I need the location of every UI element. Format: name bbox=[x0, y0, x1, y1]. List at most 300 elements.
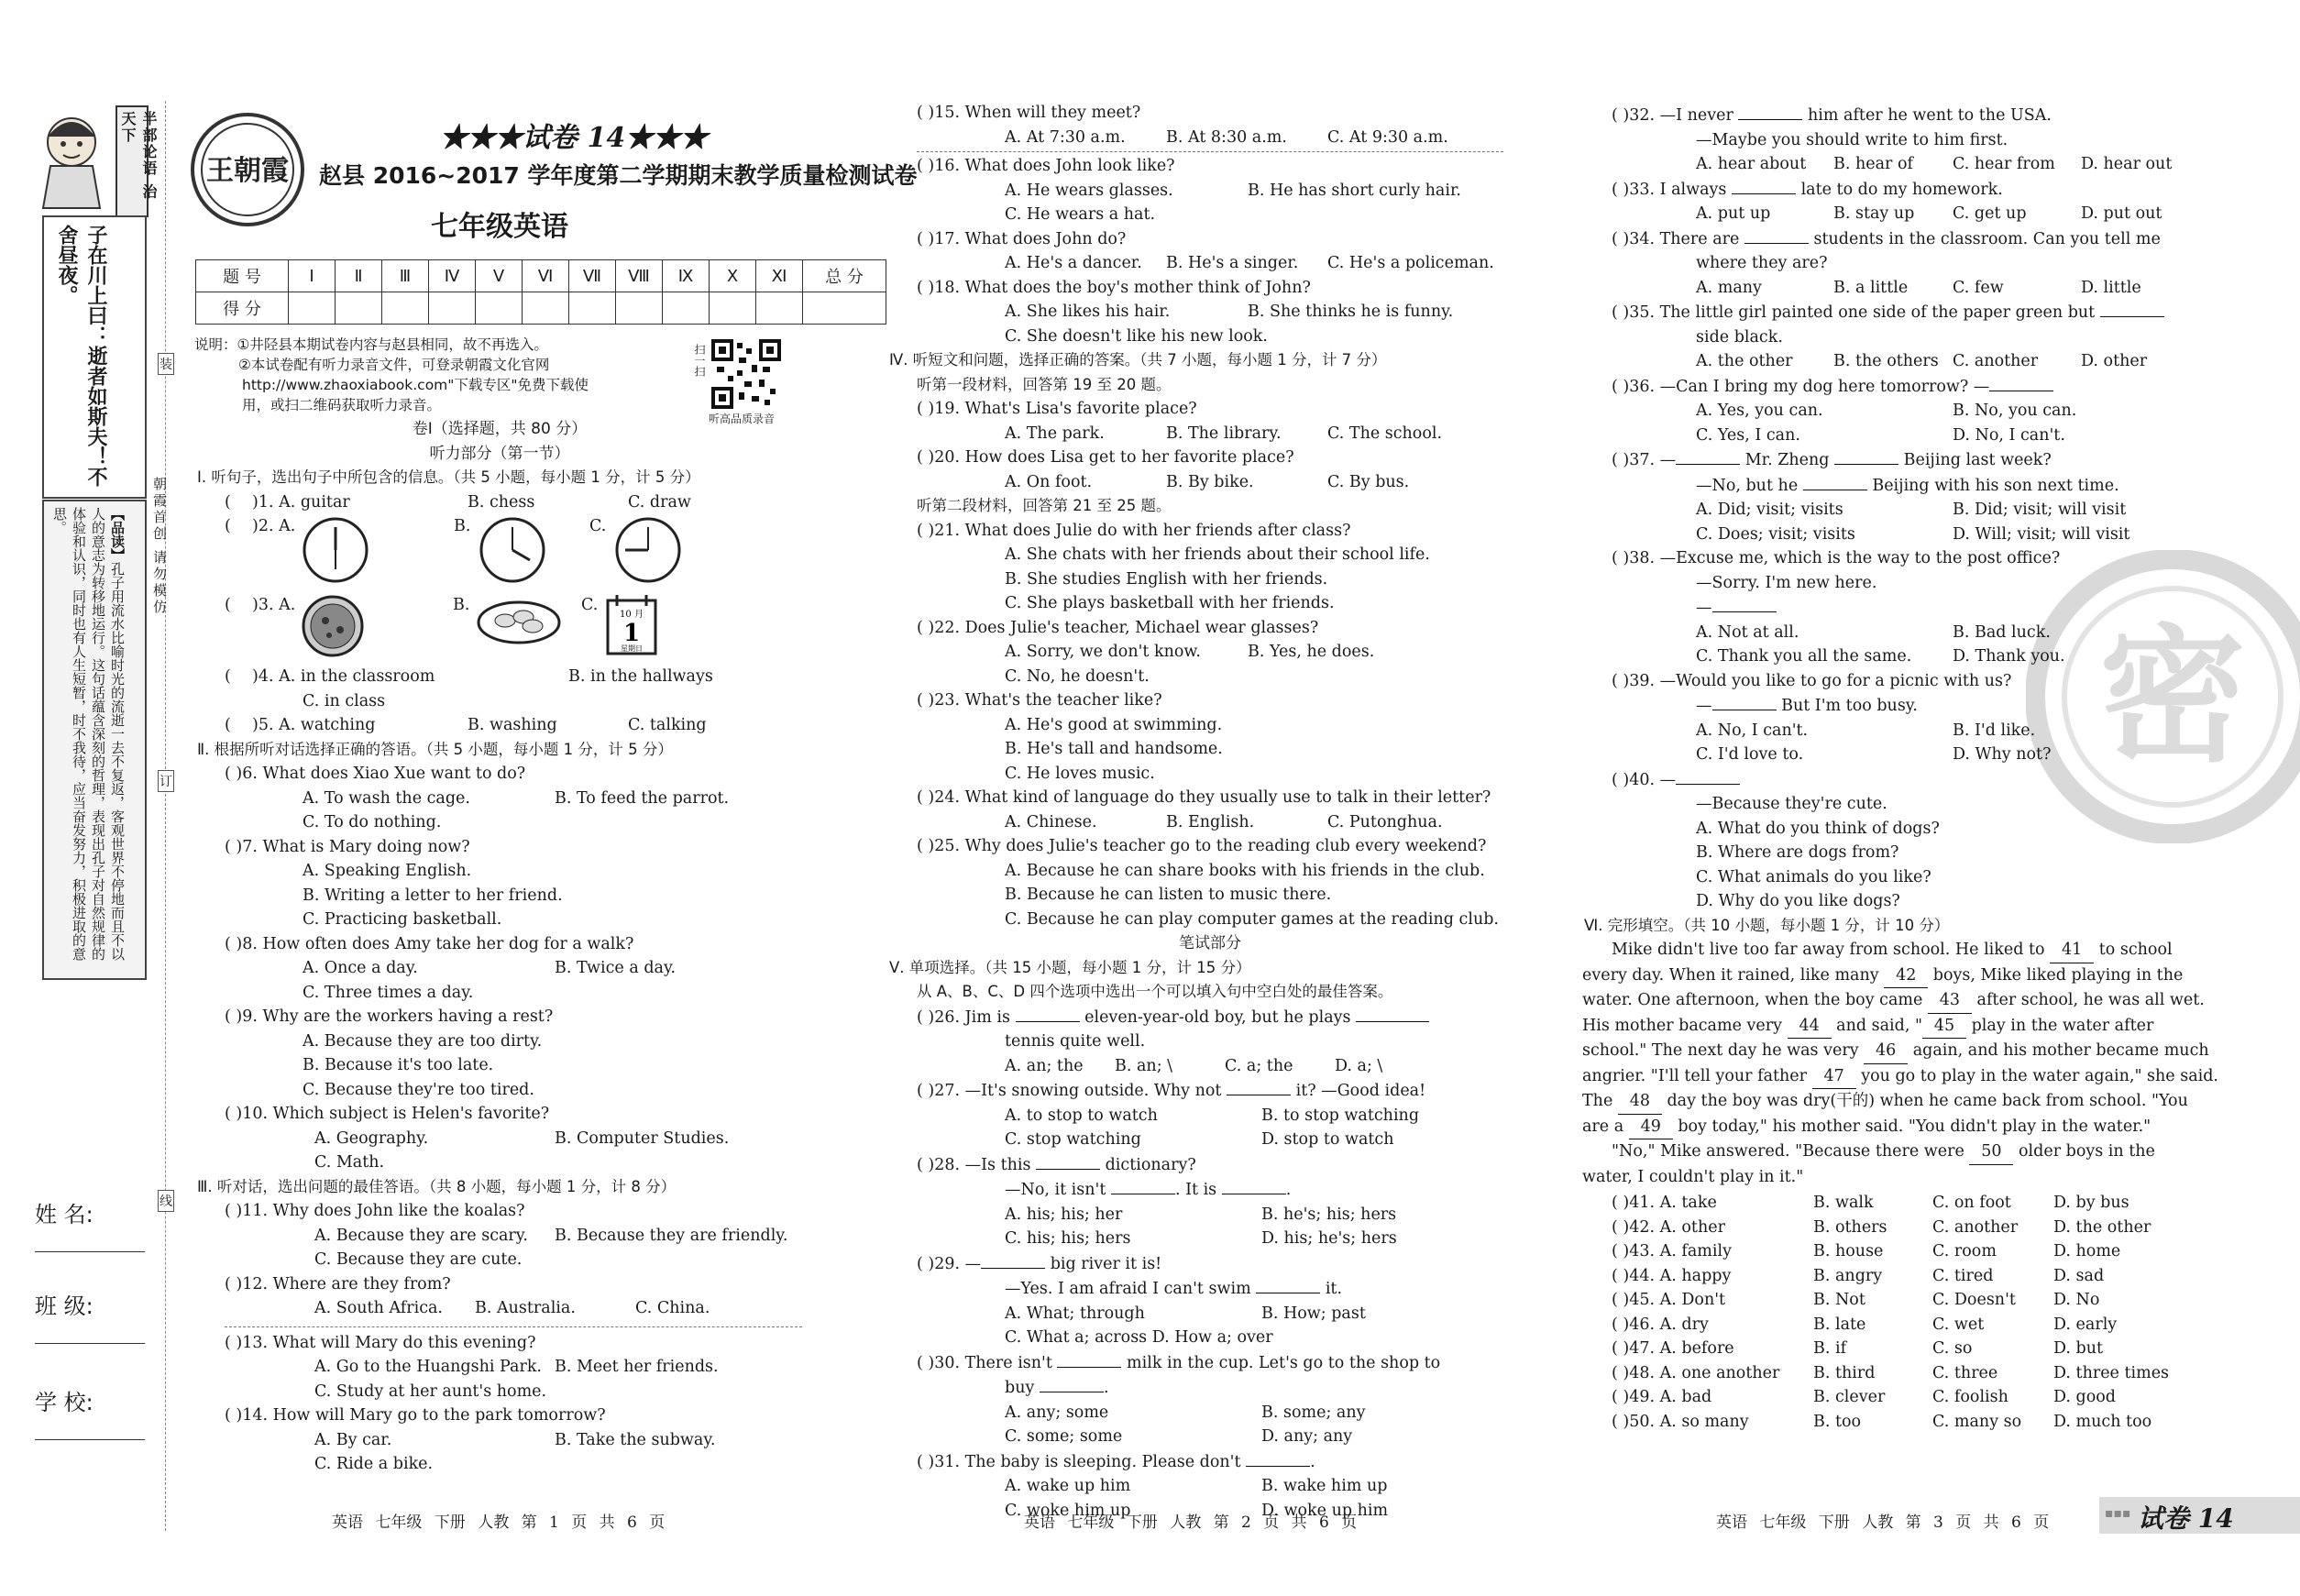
q-option: C. foolish bbox=[1932, 1388, 2008, 1406]
q-options-row bbox=[1612, 719, 2194, 743]
q-stem: . It is bbox=[1174, 1181, 1217, 1199]
passage-text: boys, Mike liked playing in the bbox=[1932, 965, 2184, 985]
q-option: A. an; the bbox=[1005, 1056, 1084, 1075]
q-option: C. his; his; hers bbox=[1005, 1229, 1131, 1248]
section-heading: Ⅲ. 听对话，选出问题的最佳答语。（共 8 小题，每小题 1 分，计 8 分） bbox=[197, 1177, 677, 1195]
q-option: C. wet bbox=[1932, 1315, 1985, 1334]
answer-blank[interactable] bbox=[1246, 1449, 1310, 1467]
question-33[interactable] bbox=[1612, 177, 2194, 203]
q-option: B. English. bbox=[1166, 812, 1255, 831]
q-stem: side black. bbox=[1696, 327, 1783, 347]
q-option: B. At 8:30 a.m. bbox=[1166, 127, 1287, 147]
q-option: ( )42. A. other bbox=[1612, 1217, 1725, 1237]
q-option: D. his; he's; hers bbox=[1261, 1229, 1397, 1248]
q-option: B. walk bbox=[1813, 1194, 1874, 1212]
class-field[interactable] bbox=[35, 1288, 145, 1344]
cloze-blank[interactable]: 47 bbox=[1812, 1064, 1856, 1090]
question-28[interactable] bbox=[917, 1152, 1503, 1178]
passage-text: again, and his mother became much bbox=[1912, 1041, 2209, 1060]
score-input[interactable] bbox=[663, 292, 710, 325]
question-16[interactable]: ( )16. What does John look like? bbox=[917, 157, 1175, 175]
qr-side-label: 扫一扫 bbox=[693, 344, 706, 377]
question-32[interactable] bbox=[1612, 103, 2194, 128]
answer-blank[interactable] bbox=[1111, 1177, 1175, 1194]
q-option: D. Why not? bbox=[1953, 745, 2052, 764]
cloze-blank[interactable]: 44 bbox=[1788, 1014, 1832, 1040]
passage-text: day the boy was dry(干的) when he came back from school. "You bbox=[1667, 1092, 2188, 1110]
passage-text: are a bbox=[1582, 1117, 1624, 1136]
passage-text: "No," Mike answered. "Because there were bbox=[1612, 1142, 1964, 1161]
question-20[interactable]: ( )20. How does Lisa get to her favorite place? bbox=[917, 448, 1294, 467]
q-options-row bbox=[917, 640, 1503, 665]
part-subheading: 听力部分（第一节） bbox=[429, 444, 570, 463]
q-option: A. Because he can share books with his friends in the club. bbox=[1005, 861, 1485, 880]
q-option: A. put up bbox=[1696, 204, 1771, 223]
question-1[interactable] bbox=[197, 490, 802, 515]
question-3[interactable] bbox=[197, 593, 802, 665]
question-23[interactable]: ( )23. What's the teacher like? bbox=[917, 691, 1162, 710]
cloze-blank[interactable]: 45 bbox=[1922, 1014, 1966, 1040]
q-option: )4. A. in the classroom bbox=[252, 667, 435, 686]
q-option: A. By car. bbox=[314, 1430, 392, 1449]
cloze-question[interactable] bbox=[1612, 1385, 2194, 1410]
answer-blank[interactable] bbox=[1989, 374, 2053, 391]
cloze-question[interactable] bbox=[1612, 1239, 2194, 1264]
passage-text: water, I couldn't play in it." bbox=[1582, 1167, 1804, 1186]
answer-blank[interactable] bbox=[1016, 1005, 1080, 1022]
passage-text: older boys in the bbox=[2019, 1142, 2155, 1161]
question-31[interactable] bbox=[917, 1449, 1503, 1475]
q-option: B. Bad luck. bbox=[1953, 622, 2051, 642]
cloze-passage-line bbox=[1612, 938, 2194, 963]
question-35[interactable] bbox=[1612, 300, 2194, 325]
q-option: B. house bbox=[1813, 1242, 1884, 1260]
q-option: B. clever bbox=[1813, 1388, 1886, 1406]
q-option: C. To do nothing. bbox=[303, 813, 442, 831]
score-input[interactable] bbox=[616, 292, 663, 325]
question-5[interactable] bbox=[197, 713, 802, 738]
q-stem-line bbox=[917, 1177, 1503, 1203]
q-options-row bbox=[917, 251, 1503, 276]
question-8[interactable]: ( )8. How often does Amy take her dog for a walk? bbox=[225, 934, 634, 953]
q-option: A. He wears glasses. bbox=[1005, 181, 1173, 200]
q-options-row bbox=[197, 1355, 802, 1380]
q-option: C. bbox=[589, 517, 607, 535]
score-cell: Ⅵ bbox=[523, 260, 569, 292]
answer-blank[interactable] bbox=[2100, 300, 2164, 317]
score-input[interactable] bbox=[336, 292, 382, 325]
cloze-question[interactable] bbox=[1612, 1410, 2194, 1435]
q-option: A. She chats with her friends about their school life. bbox=[1005, 545, 1430, 564]
passage-text: play in the water after bbox=[1971, 1016, 2154, 1035]
answer-blank[interactable] bbox=[1222, 1177, 1286, 1194]
answer-blank[interactable] bbox=[1057, 1350, 1121, 1368]
q-option: D. by bus bbox=[2053, 1194, 2129, 1212]
q-option: C. At 9:30 a.m. bbox=[1327, 127, 1448, 147]
cloze-passage-line bbox=[1582, 1089, 2194, 1115]
section-heading: Ⅱ. 根据所听对话选择正确的答语。（共 5 小题，每小题 1 分，计 5 分） bbox=[197, 740, 673, 758]
q-option: C. tired bbox=[1932, 1266, 1994, 1285]
calendar-month: 10 月 bbox=[620, 610, 644, 620]
q-option: A. Geography. bbox=[314, 1128, 429, 1148]
passage-text: you go to play in the water again," she said. bbox=[1861, 1066, 2218, 1085]
q-option: C. Practicing basketball. bbox=[303, 910, 502, 929]
q-stem: But I'm too busy. bbox=[1781, 697, 1918, 715]
q-option: A. What; through bbox=[1005, 1304, 1145, 1323]
q-stem: buy bbox=[1005, 1379, 1035, 1397]
quote-text: 子在川上曰：逝者如斯夫！不舍昼夜。 bbox=[55, 225, 107, 487]
score-input[interactable] bbox=[523, 292, 569, 325]
q-options-row bbox=[1612, 399, 2194, 424]
seal-char: 密 bbox=[2098, 611, 2247, 782]
q-option: B. in the hallways bbox=[568, 667, 713, 686]
question-22[interactable]: ( )22. Does Julie's teacher, Michael wear glasses? bbox=[917, 618, 1319, 637]
dumplings-plate-icon bbox=[476, 593, 563, 648]
column-3 bbox=[1582, 103, 2218, 1434]
q-option: C. on foot bbox=[1932, 1194, 2011, 1212]
q-option: B. Computer Studies. bbox=[555, 1128, 730, 1148]
q-option: ( )43. A. family bbox=[1612, 1242, 1732, 1260]
cloze-blank[interactable]: 48 bbox=[1618, 1089, 1662, 1115]
page-footer-2: 英语 七年级 下册 人教 第 2 页 共 6 页 bbox=[1024, 1513, 1358, 1532]
question-30[interactable] bbox=[917, 1350, 1503, 1376]
q-option: B. third bbox=[1813, 1363, 1876, 1382]
score-input[interactable] bbox=[756, 292, 803, 325]
cloze-blank[interactable]: 49 bbox=[1629, 1115, 1673, 1140]
q-option: D. Thank you. bbox=[1953, 647, 2065, 666]
clock-b-icon bbox=[477, 514, 548, 586]
question-4[interactable] bbox=[197, 665, 802, 689]
q-option: C. bbox=[581, 596, 599, 614]
cloze-question[interactable] bbox=[1612, 1216, 2194, 1240]
q-paren: ( bbox=[225, 517, 231, 535]
q-stem: where they are? bbox=[1696, 254, 1828, 272]
q-stem: ( )32. —I never bbox=[1612, 106, 1733, 125]
question-15[interactable]: ( )15. When will they meet? bbox=[917, 104, 1141, 122]
question-6[interactable]: ( )6. What does Xiao Xue want to do? bbox=[225, 765, 526, 783]
q-option: A. Chinese. bbox=[1005, 812, 1097, 831]
question-40[interactable] bbox=[1612, 767, 2194, 793]
q-stem: . bbox=[1285, 1181, 1292, 1199]
question-29[interactable] bbox=[917, 1251, 1503, 1277]
q-option: B. bbox=[453, 596, 470, 614]
q-option: ( )44. A. happy bbox=[1612, 1266, 1732, 1285]
question-12[interactable]: ( )12. Where are they from? bbox=[225, 1274, 451, 1293]
cut-mark-1: 装 bbox=[158, 353, 174, 375]
q-options-row bbox=[917, 1474, 1503, 1499]
passage-text: water. One afternoon, when the boy came bbox=[1582, 991, 1923, 1009]
answer-blank[interactable] bbox=[1732, 177, 1796, 194]
qr-caption: 听高品质录音 bbox=[709, 413, 776, 425]
answer-blank[interactable] bbox=[1834, 447, 1898, 465]
q-option: B. By bike. bbox=[1166, 472, 1254, 491]
question-14[interactable]: ( )14. How will Mary go to the park tomorrow? bbox=[225, 1406, 606, 1425]
q-stem: — bbox=[1696, 599, 1712, 617]
passage-text: after school, he was all wet. bbox=[1976, 991, 2205, 1009]
page-footer-1: 英语 七年级 下册 人教 第 1 页 共 6 页 bbox=[332, 1513, 666, 1532]
name-field[interactable] bbox=[35, 1196, 145, 1252]
answer-blank[interactable] bbox=[1227, 1078, 1291, 1095]
q-option: B. I'd like. bbox=[1953, 721, 2036, 740]
answer-blank[interactable] bbox=[1744, 226, 1809, 244]
score-input[interactable] bbox=[710, 292, 756, 325]
q-option: C. a; the bbox=[1225, 1056, 1293, 1075]
score-cell: Ⅷ bbox=[616, 260, 663, 292]
corner-label: 试卷 14 bbox=[2138, 1503, 2234, 1534]
instruction-line: 说明：①井陉县本期试卷内容与赵县相同，故不再选入。 bbox=[194, 336, 548, 353]
sub-heading: 从 A、B、C、D 四个选项中选出一个可以填入句中空白处的最佳答案。 bbox=[917, 983, 1393, 1000]
clock-c-icon bbox=[612, 514, 684, 586]
question-26[interactable] bbox=[917, 1005, 1503, 1030]
score-table bbox=[195, 259, 886, 325]
q-option: B. To feed the parrot. bbox=[555, 788, 730, 808]
q-options-row bbox=[917, 1302, 1503, 1326]
q-options-row bbox=[197, 1428, 802, 1453]
q-option: C. He's a policeman. bbox=[1327, 254, 1494, 272]
score-cell: Ⅴ bbox=[476, 260, 523, 292]
q-stem: dictionary? bbox=[1105, 1155, 1196, 1174]
q-stem: ( )31. The baby is sleeping. Please don't bbox=[917, 1452, 1241, 1471]
question-37[interactable] bbox=[1612, 447, 2194, 473]
name-label: 姓 名: bbox=[35, 1202, 94, 1227]
question-2[interactable] bbox=[197, 514, 802, 589]
q-option: D. stop to watch bbox=[1261, 1130, 1394, 1149]
subject-title: 七年级英语 bbox=[431, 211, 568, 243]
cloze-question[interactable] bbox=[1612, 1288, 2194, 1313]
q-option: )1. A. guitar bbox=[252, 492, 350, 512]
cloze-question[interactable] bbox=[1612, 1264, 2194, 1289]
q-stem: Beijing last week? bbox=[1903, 451, 2052, 469]
answer-blank[interactable] bbox=[1738, 103, 1802, 120]
cloze-passage-line bbox=[1582, 1039, 2209, 1064]
question-19[interactable]: ( )19. What's Lisa's favorite place? bbox=[917, 400, 1197, 418]
q-option: A. to stop to watch bbox=[1005, 1106, 1158, 1125]
q-option: C. She doesn't like his new look. bbox=[1005, 326, 1268, 346]
q-option: A. Once a day. bbox=[303, 959, 418, 977]
section-heading: Ⅳ. 听短文和问题，选择正确的答案。（共 7 小题，每小题 1 分，计 7 分） bbox=[889, 351, 1387, 369]
question-13[interactable]: ( )13. What will Mary do this evening? bbox=[225, 1333, 536, 1352]
question-36[interactable] bbox=[1612, 374, 2194, 400]
question-24[interactable]: ( )24. What kind of language do they usually use to talk in their letter? bbox=[917, 788, 1491, 807]
answer-blank[interactable] bbox=[1712, 595, 1777, 612]
score-input[interactable] bbox=[476, 292, 523, 325]
score-input[interactable] bbox=[429, 292, 476, 325]
q-option: C. By bus. bbox=[1327, 472, 1410, 491]
pindu-text bbox=[50, 507, 127, 970]
q-options-row bbox=[1612, 349, 2194, 374]
q-option: D. Why do you like dogs? bbox=[1696, 892, 1900, 910]
score-input[interactable] bbox=[382, 292, 429, 325]
q-options-row bbox=[1612, 424, 2194, 448]
q-option: B. How; past bbox=[1261, 1304, 1366, 1323]
question-25[interactable]: ( )25. Why does Julie's teacher go to the reading club every weekend? bbox=[917, 837, 1487, 855]
q-option: B. the others bbox=[1833, 352, 1939, 370]
score-input[interactable] bbox=[569, 292, 616, 325]
passage-text: school." The next day he was very bbox=[1582, 1041, 1859, 1060]
cloze-blank[interactable]: 42 bbox=[1884, 963, 1928, 989]
q-option: B. chess bbox=[468, 492, 535, 512]
divider bbox=[225, 1326, 802, 1327]
q-stem-line bbox=[917, 1276, 1503, 1302]
q-option: D. home bbox=[2053, 1242, 2121, 1260]
q-option: B. wake him up bbox=[1261, 1477, 1388, 1495]
q-options-row bbox=[197, 1127, 802, 1151]
q-option: C. Thank you all the same. bbox=[1696, 647, 1912, 666]
answer-blank[interactable] bbox=[1036, 1152, 1100, 1170]
question-11[interactable]: ( )11. Why does John like the koalas? bbox=[225, 1202, 525, 1220]
q-options-row bbox=[1612, 523, 2194, 547]
score-cell: 题 号 bbox=[196, 260, 289, 292]
q-stem: ( )36. —Can I bring my dog here tomorrow? — bbox=[1612, 377, 1990, 396]
cloze-blank[interactable]: 50 bbox=[1969, 1139, 2013, 1165]
question-9[interactable]: ( )9. Why are the workers having a rest? bbox=[225, 1007, 554, 1026]
q-option: D. woke up him bbox=[1261, 1501, 1389, 1520]
section-heading: Ⅰ. 听句子，选出句子中所包含的信息。（共 5 小题，每小题 1 分，计 5 分） bbox=[197, 468, 700, 486]
q-options-row bbox=[917, 1054, 1503, 1079]
q-stem: —No, but he bbox=[1696, 476, 1799, 495]
question-21[interactable]: ( )21. What does Julie do with her friends after class? bbox=[917, 521, 1351, 540]
answer-blank[interactable] bbox=[981, 1251, 1045, 1269]
q-option: B. washing bbox=[468, 716, 557, 734]
q-options-row bbox=[917, 422, 1503, 446]
exam-title: 赵县 2016~2017 学年度第二学期期末教学质量检测试卷 bbox=[319, 162, 918, 189]
q-option: B. Take the subway. bbox=[555, 1430, 716, 1449]
q-stem: — bbox=[1696, 697, 1712, 715]
q-option: B. if bbox=[1813, 1339, 1847, 1358]
q-options-row bbox=[1612, 743, 2194, 767]
q-options-row bbox=[197, 787, 802, 811]
q-options-row bbox=[197, 1296, 802, 1321]
cloze-passage-line bbox=[1582, 1064, 2218, 1090]
sub-heading: 听第二段材料，回答第 21 至 25 题。 bbox=[917, 497, 1172, 514]
score-input[interactable] bbox=[289, 292, 336, 325]
question-17[interactable]: ( )17. What does John do? bbox=[917, 229, 1127, 248]
school-field[interactable] bbox=[35, 1384, 145, 1440]
calendar-icon bbox=[604, 593, 659, 657]
q-stem: him after he went to the USA. bbox=[1807, 106, 2052, 125]
cloze-passage-line bbox=[1582, 988, 2205, 1014]
school-label: 学 校: bbox=[35, 1390, 94, 1415]
q-option: )2. A. bbox=[252, 517, 296, 535]
score-input[interactable] bbox=[803, 292, 886, 325]
q-option: D. hear out bbox=[2081, 155, 2173, 173]
q-stem: . bbox=[1103, 1379, 1109, 1397]
cut-mark-3: 线 bbox=[158, 1190, 174, 1212]
q-option: A. Not at all. bbox=[1696, 622, 1799, 642]
cloze-blank[interactable]: 46 bbox=[1864, 1039, 1908, 1064]
score-value-row bbox=[196, 292, 886, 325]
q-option: B. angry bbox=[1813, 1266, 1883, 1285]
score-cell: Ⅺ bbox=[756, 260, 803, 292]
passage-text: The bbox=[1582, 1092, 1613, 1110]
answer-blank[interactable] bbox=[1712, 693, 1777, 710]
qr-code[interactable] bbox=[711, 339, 781, 409]
cloze-question[interactable] bbox=[1612, 1337, 2194, 1361]
q-option: D. No, I can't. bbox=[1953, 425, 2065, 445]
answer-blank[interactable] bbox=[1676, 767, 1740, 785]
column-2 bbox=[889, 101, 1503, 1523]
q-option: B. He's a singer. bbox=[1166, 254, 1299, 272]
q-option: ( )48. A. one another bbox=[1612, 1363, 1780, 1382]
q-options-row bbox=[917, 179, 1503, 204]
q-option: C. draw bbox=[628, 492, 691, 512]
q-option: C. She plays basketball with her friends. bbox=[1005, 594, 1335, 612]
q-option: C. another bbox=[1953, 352, 2039, 370]
question-38[interactable]: ( )38. —Excuse me, which is the way to the post office? bbox=[1612, 549, 2061, 567]
q-option: A. Speaking English. bbox=[303, 862, 472, 880]
question-10[interactable]: ( )10. Which subject is Helen's favorite? bbox=[225, 1105, 550, 1123]
brand-banner bbox=[116, 105, 158, 217]
paper-number-text: 试卷 14 bbox=[523, 122, 626, 154]
q-stem: Mr. Zheng bbox=[1744, 451, 1830, 469]
cloze-question[interactable] bbox=[1612, 1191, 2194, 1216]
cloze-question[interactable] bbox=[1612, 1361, 2194, 1386]
q-options-row bbox=[197, 956, 802, 981]
q-stem: —Maybe you should write to him first. bbox=[1696, 130, 2008, 149]
answer-blank[interactable] bbox=[1356, 1005, 1429, 1022]
answer-blank[interactable] bbox=[1803, 473, 1867, 490]
q-stem-line bbox=[1612, 693, 2194, 719]
q-options-row bbox=[197, 1224, 802, 1249]
answer-blank[interactable] bbox=[1256, 1276, 1320, 1293]
q-option: D. sad bbox=[2053, 1266, 2105, 1285]
q-options-row bbox=[1612, 276, 2194, 301]
score-cell: 得 分 bbox=[196, 292, 289, 325]
question-27[interactable] bbox=[917, 1078, 1503, 1104]
q-option: B. stay up bbox=[1833, 204, 1915, 223]
clock-a-icon bbox=[300, 514, 371, 586]
passage-text: every day. When it rained, like many bbox=[1582, 965, 1879, 985]
q-option: B. Not bbox=[1813, 1291, 1865, 1309]
q-option: B. Australia. bbox=[475, 1299, 576, 1317]
q-option: C. Math. bbox=[314, 1153, 385, 1172]
q-stem: students in the classroom. Can you tell me bbox=[1813, 229, 2161, 248]
q-stem: —Because they're cute. bbox=[1696, 795, 1887, 813]
question-7[interactable]: ( )7. What is Mary doing now? bbox=[225, 837, 470, 856]
question-39[interactable]: ( )39. —Would you like to go for a picnic with us? bbox=[1612, 671, 2012, 690]
q-options-row bbox=[917, 1203, 1503, 1227]
q-stem: ( )29. — bbox=[917, 1254, 982, 1273]
q-option: A. Did; visit; visits bbox=[1696, 501, 1843, 519]
answer-blank[interactable] bbox=[1040, 1375, 1104, 1392]
q-option: C. He loves music. bbox=[1005, 764, 1155, 783]
q-option: )5. A. watching bbox=[252, 716, 376, 734]
cloze-question[interactable] bbox=[1612, 1313, 2194, 1337]
question-34[interactable] bbox=[1612, 226, 2194, 252]
q-option: A. Go to the Huangshi Park. bbox=[314, 1358, 542, 1376]
q-option: C. woke him up bbox=[1005, 1501, 1131, 1520]
q-option: A. To wash the cage. bbox=[303, 788, 470, 808]
q-options-row bbox=[1612, 621, 2194, 645]
q-stem: —Sorry. I'm new here. bbox=[1696, 573, 1877, 592]
cloze-blank[interactable]: 41 bbox=[2050, 938, 2094, 963]
q-stem-line bbox=[1612, 473, 2194, 499]
question-18[interactable]: ( )18. What does the boy's mother think of John? bbox=[917, 278, 1311, 297]
pindu-body: 孔子用流水比喻时光的流逝一去不复返，客观世界不停地而且不以人的意志为转移地运行。这句话蕴含深刻的哲理，表现出孔子对自然规律的体验和认识，同时也有人生短暂，时不我待，应当奋发努力，积极进取的意思。 bbox=[51, 507, 126, 961]
q-option: A. The park. bbox=[1005, 424, 1105, 443]
answer-blank[interactable] bbox=[1676, 447, 1740, 465]
q-option: ( )41. A. take bbox=[1612, 1194, 1717, 1212]
q-option: C. Because they are cute. bbox=[314, 1250, 523, 1269]
q-stem: ( )34. There are bbox=[1612, 229, 1740, 248]
cloze-blank[interactable]: 43 bbox=[1928, 988, 1972, 1014]
q-option: D. other bbox=[2081, 352, 2148, 370]
q-stem: it? —Good idea! bbox=[1295, 1082, 1426, 1100]
q-stem: ( )30. There isn't bbox=[917, 1353, 1052, 1372]
q-option: C. Doesn't bbox=[1932, 1291, 2016, 1309]
q-option: ( )45. A. Don't bbox=[1612, 1291, 1726, 1309]
q-option: B. bbox=[454, 517, 471, 535]
